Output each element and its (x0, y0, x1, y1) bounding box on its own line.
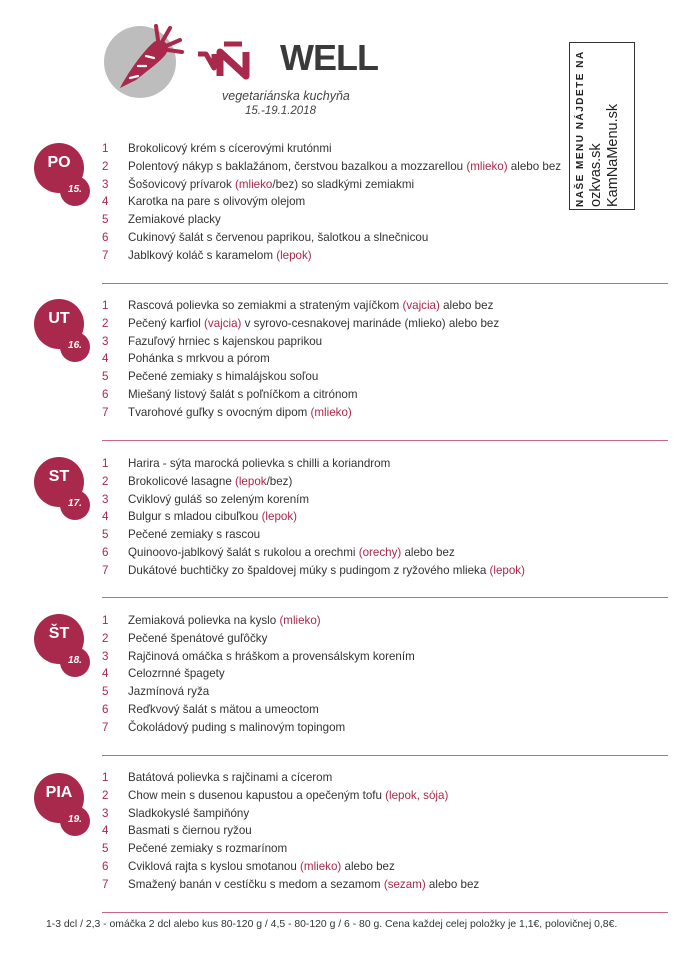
menu-item-text: Reďkvový šalát s mätou a umeoctom (128, 702, 319, 716)
menu-item-number: 1 (102, 142, 109, 155)
menu-item-text: Brokolicový krém s cícerovými krutónmi (128, 142, 332, 155)
menu-item-number: 4 (102, 824, 109, 838)
menu-item-suffix: alebo bez (425, 877, 480, 891)
day-date-badge (60, 176, 90, 206)
day-name: PO (47, 154, 71, 171)
menu-item-suffix: alebo bez (439, 299, 494, 312)
menu-item-text: Jazmínová ryža (128, 685, 210, 699)
menu-item-text: Pohánka s mrkvou a pórom (128, 352, 270, 366)
menu-item-number: 3 (102, 334, 109, 348)
menu-item (102, 333, 672, 351)
menu-item (102, 229, 672, 247)
notice-link-kamnamenu[interactable]: KamNaMenu.sk (605, 103, 621, 207)
menu-item (102, 368, 672, 386)
menu-item-allergen: (vajcia) (402, 299, 440, 312)
menu-item (102, 665, 672, 683)
menu-item-text: Bulgur s mladou cibuľkou (128, 510, 262, 524)
menu-item-allergen: (mlieko (234, 177, 273, 191)
menu-item-suffix: /bez) (266, 474, 293, 488)
menu-item (102, 455, 672, 473)
menu-item-text: Čokoládový puding s malinovým topingom (128, 720, 346, 734)
menu-item (102, 526, 672, 544)
menu-item-number: 7 (102, 405, 109, 419)
menu-item-text: Pečené zemiaky s himalájskou soľou (128, 370, 319, 384)
menu-item-text: Batátová polievka s rajčinami a cícerom (128, 771, 333, 784)
menu-item-text: Smažený banán v cestíčku s medom a sezamom (128, 877, 384, 891)
menu-item-text: Cviklový guláš so zeleným korením (128, 492, 310, 506)
menu-item (102, 386, 672, 404)
menu-item (102, 840, 672, 858)
menu-item-text: Karotka na pare s olivovým olejom (128, 195, 306, 209)
menu-item-number: 2 (102, 631, 109, 645)
menu-item-text: Pečené špenátové guľôčky (128, 631, 268, 645)
menu-item-number: 7 (102, 877, 109, 891)
menu-item-text: Harira - sýta marocká polievka s chilli a koriandrom (128, 457, 391, 470)
menu-item-suffix: /bez) so sladkými zemiakmi (272, 177, 415, 191)
menu-item-number: 5 (102, 370, 109, 384)
menu-item-number: 4 (102, 195, 109, 209)
menu-item-text: Pečené zemiaky s rozmarínom (128, 842, 288, 856)
menu-item-allergen: (mlieko) (300, 859, 342, 873)
brand-name: WELL (280, 37, 378, 78)
menu-list (102, 612, 672, 737)
menu-item-number: 5 (102, 685, 109, 699)
menu-item (102, 247, 672, 265)
menu-item-allergen: (lepok) (489, 563, 525, 577)
day-name: UT (48, 310, 70, 327)
menu-item-text: Rascová polievka so zemiakmi a strateným vajíčkom (128, 299, 403, 312)
menu-item-text: Quinoovo-jablkový šalát s rukolou a orechmi (128, 545, 359, 559)
day-date: 16. (68, 340, 82, 351)
menu-item-text: Sladkokyslé šampiňóny (128, 806, 250, 820)
section-divider (102, 440, 668, 441)
menu-item-allergen: (vajcia) (204, 316, 242, 330)
brand-mark-icon (196, 40, 284, 80)
menu-item-text: Polentový nákyp s baklažánom, čerstvou bazalkou a mozzarellou (128, 159, 467, 173)
menu-item-text: Chow mein s dusenou kapustou a opečeným tofu (128, 788, 386, 802)
menu-item-text: Fazuľový hrniec s kajenskou paprikou (128, 334, 323, 348)
menu-item (102, 297, 672, 315)
menu-item-allergen: (mlieko) (466, 159, 508, 173)
menu-item-suffix: alebo bez (401, 545, 455, 559)
menu-item (102, 787, 672, 805)
section-divider (102, 597, 668, 598)
menu-item-text: Rajčinová omáčka s hráškom a provensálskym korením (128, 649, 415, 663)
menu-item-number: 6 (102, 545, 109, 559)
menu-item-allergen: (lepok) (261, 510, 298, 524)
menu-item (102, 473, 672, 491)
notice-title: NAŠE MENU NÁJDETE NA (575, 50, 586, 207)
day-name: ŠT (48, 625, 70, 642)
menu-item-number: 4 (102, 667, 109, 681)
menu-item (102, 211, 672, 229)
menu-item-allergen: (mlieko) (279, 614, 321, 627)
footer-note: 1-3 dcl / 2,3 - omáčka 2 dcl alebo kus 80-120 g / 4,5 - 80-120 g / 6 - 80 g. Cena každej celej položky je 1,1€, polovičnej 0,8€. (46, 919, 618, 930)
menu-item-allergen: (lepok (234, 474, 267, 488)
menu-item-text: Miešaný listový šalát s poľníčkom a citrónom (128, 387, 358, 401)
menu-list (102, 455, 672, 580)
notice-link-ozkvas[interactable]: ozkvas.sk (588, 143, 604, 207)
menu-item-text: Zemiaková polievka na kyslo (128, 614, 280, 627)
menu-item-number: 6 (102, 702, 109, 716)
menu-item-suffix: alebo bez (507, 159, 562, 173)
subtitle: vegetariánska kuchyňa (222, 89, 350, 103)
menu-item-text: Pečené zemiaky s rascou (128, 528, 261, 542)
menu-item (102, 805, 672, 823)
menu-item-text: Zemiakové placky (128, 213, 221, 227)
day-name: PIA (45, 784, 73, 801)
menu-item (102, 648, 672, 666)
menu-item-allergen: (lepok, sója) (385, 788, 449, 802)
menu-item (102, 612, 672, 630)
menu-item-text: Brokolicové lasagne (128, 474, 235, 488)
menu-item (102, 630, 672, 648)
menu-item-text: Cukinový šalát s červenou paprikou, šalotkou a slnečnicou (128, 230, 429, 244)
menu-item (102, 822, 672, 840)
menu-item (102, 719, 672, 737)
menu-item-number: 4 (102, 352, 109, 366)
menu-item (102, 876, 672, 894)
menu-item (102, 350, 672, 368)
menu-item-suffix: v syrovo-cesnakovej marináde (mlieko) alebo bez (241, 316, 500, 330)
menu-item-text: Dukátové buchtičky zo špaldovej múky s pudingom z ryžového mlieka (128, 563, 490, 577)
menu-dates: 15.-19.1.2018 (245, 105, 316, 117)
menu-item-number: 4 (102, 510, 109, 524)
menu-item (102, 176, 672, 194)
menu-list (102, 769, 672, 894)
menu-item-text: Jablkový koláč s karamelom (128, 248, 277, 262)
menu-item-allergen: (mlieko) (310, 405, 352, 419)
menu-item (102, 404, 672, 422)
menu-item-allergen: (lepok) (276, 248, 312, 262)
menu-item-allergen: (sezam) (383, 877, 426, 891)
menu-item-number: 1 (102, 614, 109, 627)
menu-item-number: 6 (102, 387, 109, 401)
day-date-badge (60, 806, 90, 836)
menu-item-allergen: (orechy) (358, 545, 402, 559)
menu-item (102, 544, 672, 562)
menu-item-number: 7 (102, 248, 109, 262)
day-date-badge (60, 647, 90, 677)
menu-item-number: 3 (102, 492, 109, 506)
menu-item-text: Basmati s čiernou ryžou (128, 824, 252, 838)
menu-item-number: 2 (102, 159, 109, 173)
menu-item (102, 769, 672, 787)
menu-item-text: Cviklová rajta s kyslou smotanou (128, 859, 301, 873)
menu-item-text: Tvarohové guľky s ovocným dipom (128, 405, 311, 419)
menu-item-number: 6 (102, 859, 109, 873)
menu-item-number: 5 (102, 528, 109, 542)
section-divider (102, 912, 668, 913)
menu-item-number: 1 (102, 299, 109, 312)
menu-item (102, 158, 672, 176)
menu-item-number: 5 (102, 213, 109, 227)
menu-list (102, 297, 672, 422)
menu-item-text: Šošovicový prívarok (128, 177, 235, 191)
menu-item-text: Pečený karfiol (128, 316, 205, 330)
menu-item-number: 1 (102, 457, 109, 470)
day-name: ST (48, 468, 70, 485)
section-divider (102, 283, 668, 284)
menu-item-number: 7 (102, 720, 109, 734)
menu-item-number: 6 (102, 230, 109, 244)
day-date-badge (60, 490, 90, 520)
menu-item (102, 508, 672, 526)
menu-item-number: 3 (102, 806, 109, 820)
menu-item-number: 2 (102, 474, 109, 488)
menu-item-number: 3 (102, 177, 109, 191)
menu-item-number: 2 (102, 788, 109, 802)
menu-item (102, 193, 672, 211)
section-divider (102, 755, 668, 756)
menu-list (102, 140, 672, 265)
menu-item (102, 140, 672, 158)
day-date: 15. (68, 184, 82, 195)
day-date: 18. (68, 655, 82, 666)
menu-item (102, 701, 672, 719)
menu-item (102, 315, 672, 333)
menu-item (102, 683, 672, 701)
menu-item (102, 491, 672, 509)
day-date-badge (60, 332, 90, 362)
menu-item-number: 3 (102, 649, 109, 663)
menu-item-suffix: alebo bez (341, 859, 395, 873)
menu-item-number: 1 (102, 771, 109, 784)
menu-item-number: 5 (102, 842, 109, 856)
menu-item (102, 562, 672, 580)
menu-item-number: 7 (102, 563, 109, 577)
day-date: 19. (68, 814, 82, 825)
menu-item-number: 2 (102, 316, 109, 330)
day-date: 17. (68, 498, 82, 509)
carrot-logo-icon (108, 18, 188, 98)
menu-item-text: Celozrnné špagety (128, 667, 225, 681)
menu-item (102, 858, 672, 876)
